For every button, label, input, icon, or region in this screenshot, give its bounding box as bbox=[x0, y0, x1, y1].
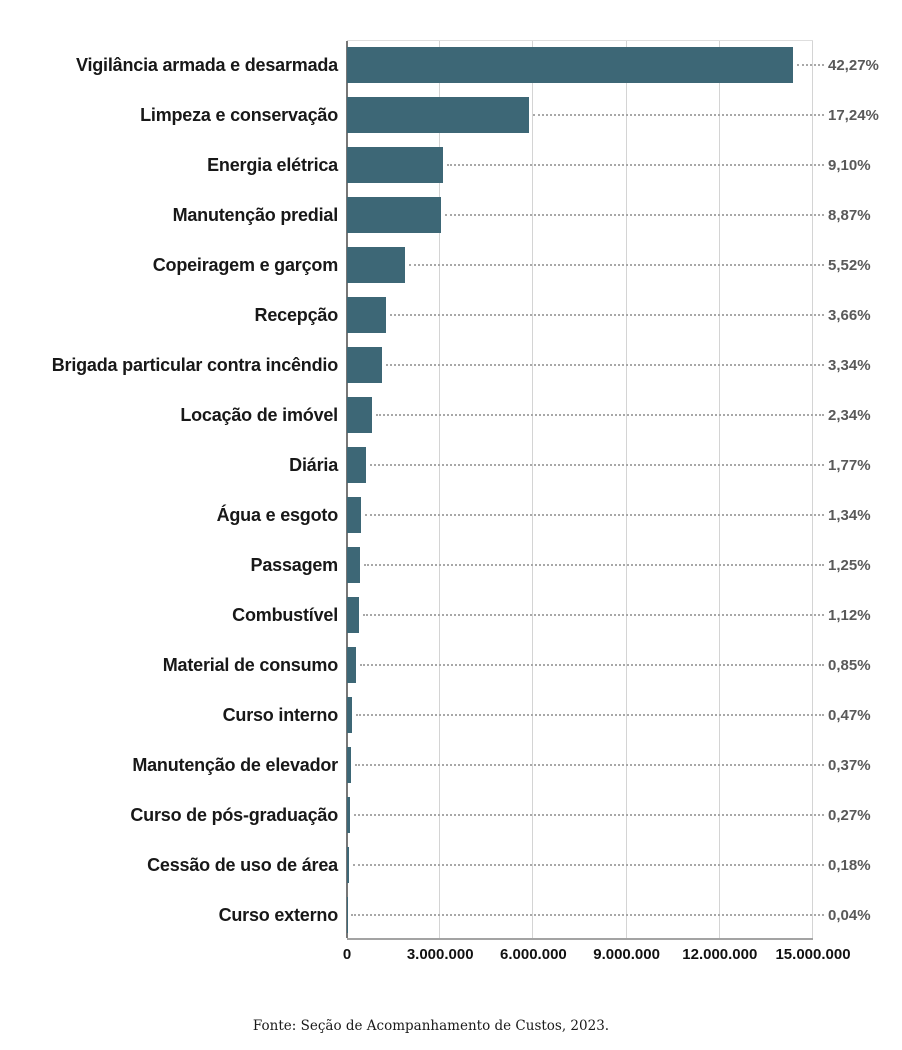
source-note: Fonte: Seção de Acompanhamento de Custos, 2023. bbox=[252, 1018, 610, 1034]
leader-line bbox=[370, 464, 824, 466]
chart-row bbox=[0, 590, 902, 640]
bar-track bbox=[347, 640, 813, 690]
leader-line bbox=[360, 664, 824, 666]
category-label: Cessão de uso de área bbox=[147, 854, 338, 875]
bar-track bbox=[347, 290, 813, 340]
leader-line bbox=[390, 314, 824, 316]
chart-rows bbox=[0, 40, 902, 940]
percent-label: 1,25% bbox=[828, 556, 871, 574]
bar bbox=[347, 647, 356, 683]
leader-line bbox=[364, 564, 824, 566]
category-label: Manutenção de elevador bbox=[132, 754, 338, 775]
chart-row bbox=[0, 690, 902, 740]
chart-row bbox=[0, 790, 902, 840]
percent-label: 3,66% bbox=[828, 306, 871, 324]
leader-line bbox=[351, 914, 824, 916]
bar bbox=[347, 797, 350, 833]
leader-line bbox=[353, 864, 824, 866]
category-label: Recepção bbox=[254, 304, 338, 325]
chart-row bbox=[0, 340, 902, 390]
chart-row bbox=[0, 640, 902, 690]
bar-track bbox=[347, 190, 813, 240]
percent-label: 0,18% bbox=[828, 856, 871, 874]
bar-track bbox=[347, 790, 813, 840]
category-label: Passagem bbox=[250, 554, 338, 575]
bar bbox=[347, 447, 366, 483]
bar-track bbox=[347, 490, 813, 540]
leader-line bbox=[447, 164, 824, 166]
percent-label: 5,52% bbox=[828, 256, 871, 274]
bar-track bbox=[347, 890, 813, 940]
bar bbox=[347, 147, 443, 183]
chart-row bbox=[0, 490, 902, 540]
percent-label: 9,10% bbox=[828, 156, 871, 174]
bar bbox=[347, 547, 360, 583]
bar bbox=[347, 47, 793, 83]
leader-line bbox=[797, 64, 824, 66]
percent-label: 0,85% bbox=[828, 656, 871, 674]
leader-line bbox=[533, 114, 824, 116]
leader-line bbox=[363, 614, 824, 616]
percent-label: 42,27% bbox=[828, 56, 879, 74]
x-tick-label: 15.000.000 bbox=[775, 946, 851, 963]
x-axis-ticks bbox=[342, 946, 851, 968]
bar-track bbox=[347, 590, 813, 640]
percent-label: 2,34% bbox=[828, 406, 871, 424]
bar-track bbox=[347, 40, 813, 90]
bar bbox=[347, 847, 349, 883]
chart-row bbox=[0, 540, 902, 590]
percent-label: 17,24% bbox=[828, 106, 879, 124]
bar-track bbox=[347, 690, 813, 740]
chart-row bbox=[0, 290, 902, 340]
leader-line bbox=[386, 364, 824, 366]
bar-track bbox=[347, 240, 813, 290]
chart-row bbox=[0, 140, 902, 190]
chart-row bbox=[0, 90, 902, 140]
category-label: Diária bbox=[289, 454, 338, 475]
chart-row bbox=[0, 440, 902, 490]
x-tick-label: 6.000.000 bbox=[500, 946, 567, 963]
percent-label: 8,87% bbox=[828, 206, 871, 224]
category-label: Manutenção predial bbox=[172, 204, 338, 225]
x-tick-label: 9.000.000 bbox=[593, 946, 660, 963]
bar-track bbox=[347, 90, 813, 140]
bar bbox=[347, 597, 359, 633]
category-label: Combustível bbox=[232, 604, 338, 625]
bar bbox=[347, 497, 361, 533]
bar bbox=[347, 197, 441, 233]
category-label: Energia elétrica bbox=[207, 154, 338, 175]
chart-row bbox=[0, 890, 902, 940]
category-label: Curso interno bbox=[222, 704, 338, 725]
leader-line bbox=[409, 264, 824, 266]
bar-track bbox=[347, 140, 813, 190]
bar bbox=[347, 697, 352, 733]
percent-label: 1,34% bbox=[828, 506, 871, 524]
category-label: Material de consumo bbox=[162, 654, 338, 675]
percent-label: 0,47% bbox=[828, 706, 871, 724]
bar-track bbox=[347, 390, 813, 440]
percent-label: 1,12% bbox=[828, 606, 871, 624]
bar bbox=[347, 347, 382, 383]
chart-row bbox=[0, 240, 902, 290]
x-tick-label: 3.000.000 bbox=[406, 946, 474, 963]
category-label: Curso de pós-graduação bbox=[130, 804, 338, 825]
x-tick-label: 12.000.000 bbox=[682, 946, 758, 963]
category-label: Brigada particular contra incêndio bbox=[51, 354, 338, 375]
bar-track bbox=[347, 340, 813, 390]
bar bbox=[347, 97, 529, 133]
chart-row bbox=[0, 190, 902, 240]
chart-row bbox=[0, 740, 902, 790]
category-label: Limpeza e conservação bbox=[140, 104, 338, 125]
bar-track bbox=[347, 740, 813, 790]
percent-label: 0,27% bbox=[828, 806, 871, 824]
bar bbox=[347, 247, 405, 283]
bar-track bbox=[347, 840, 813, 890]
category-label: Copeiragem e garçom bbox=[152, 254, 338, 275]
leader-line bbox=[365, 514, 824, 516]
leader-line bbox=[355, 764, 824, 766]
bar bbox=[347, 747, 351, 783]
chart-row bbox=[0, 40, 902, 90]
bar-track bbox=[347, 540, 813, 590]
leader-line bbox=[354, 814, 824, 816]
bar-track bbox=[347, 440, 813, 490]
bar bbox=[347, 397, 372, 433]
category-label: Locação de imóvel bbox=[180, 404, 338, 425]
category-label: Curso externo bbox=[218, 904, 338, 925]
percent-label: 0,37% bbox=[828, 756, 871, 774]
chart-row bbox=[0, 390, 902, 440]
category-label: Água e esgoto bbox=[216, 504, 338, 525]
leader-line bbox=[445, 214, 824, 216]
category-label: Vigilância armada e desarmada bbox=[75, 54, 338, 75]
x-tick-label: 0 bbox=[342, 946, 352, 963]
chart-row bbox=[0, 840, 902, 890]
percent-label: 1,77% bbox=[828, 456, 871, 474]
bar bbox=[347, 297, 386, 333]
percent-label: 0,04% bbox=[828, 906, 871, 924]
percent-label: 3,34% bbox=[828, 356, 871, 374]
leader-line bbox=[376, 414, 824, 416]
leader-line bbox=[356, 714, 824, 716]
